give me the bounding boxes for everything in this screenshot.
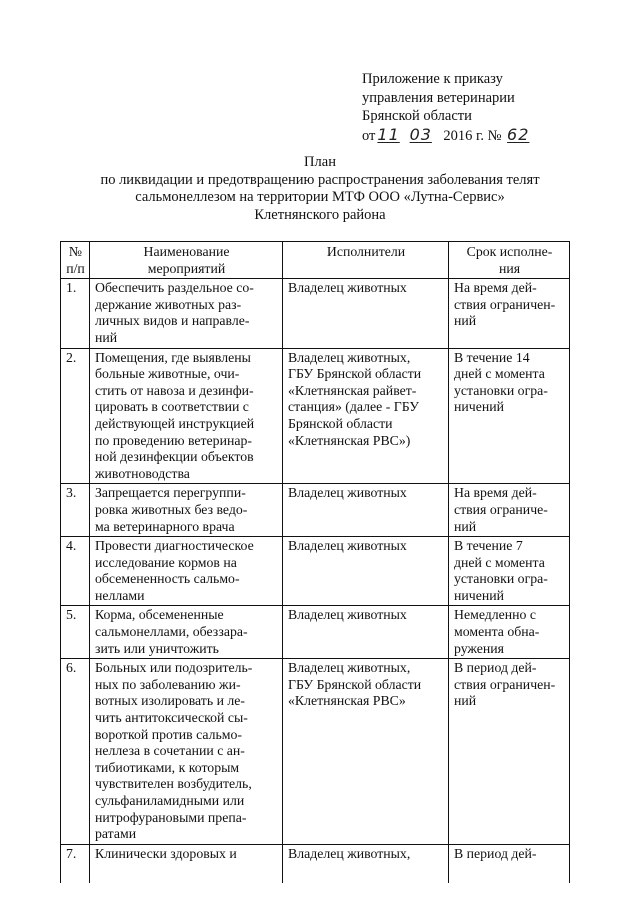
row-activity-line: стить от навоза и дезинфи- xyxy=(95,382,254,398)
row-executor-line: «Клетнянская РВС» xyxy=(288,693,406,709)
row-activity-line: неллеза в сочетании с ан- xyxy=(95,743,245,759)
date-year: 2016 г. № xyxy=(443,127,502,144)
row-activity xyxy=(90,279,283,348)
row-number: 7. xyxy=(61,844,90,883)
header-executors xyxy=(283,242,449,279)
row-activity xyxy=(90,348,283,484)
row-executor xyxy=(283,348,449,484)
row-activity xyxy=(90,844,283,883)
row-deadline-line: момента обна- xyxy=(454,624,540,640)
row-deadline-line: ствия ограничен- xyxy=(454,676,556,692)
header-activity-line-2: мероприятий xyxy=(147,260,226,276)
row-deadline xyxy=(449,659,570,845)
order-date-line xyxy=(362,126,531,146)
table-header-row xyxy=(61,242,570,279)
row-deadline-line: ний xyxy=(454,313,477,329)
appendix-line-2: управления ветеринарии xyxy=(362,89,515,106)
row-activity-line: ровка животных без ведо- xyxy=(95,501,248,517)
row-deadline-line: В течение 7 xyxy=(454,538,523,554)
row-activity-line: действующей инструкцией xyxy=(95,415,255,431)
row-deadline xyxy=(449,348,570,484)
header-deadline xyxy=(449,242,570,279)
header-number-line-1: № xyxy=(68,244,83,259)
title-line-3: сальмонеллезом на территории МТФ ООО «Лутна-Сервис» xyxy=(135,189,505,205)
row-deadline-line: ничений xyxy=(454,399,504,415)
row-activity xyxy=(90,606,283,659)
row-activity-line: Больных или подозритель- xyxy=(95,660,253,676)
row-activity-line: вотных изолировать и ле- xyxy=(95,693,246,709)
row-activity xyxy=(90,484,283,537)
plan-title xyxy=(60,154,580,224)
row-activity-line: больные животные, очи- xyxy=(95,366,240,382)
row-executor-line: ГБУ Брянской области xyxy=(288,676,422,692)
table-row xyxy=(61,537,570,606)
row-deadline-line: установки огра- xyxy=(454,571,548,587)
row-number: 4. xyxy=(61,537,90,606)
header-executors-label: Исполнители xyxy=(326,244,406,259)
row-executor xyxy=(283,484,449,537)
row-deadline xyxy=(449,844,570,883)
row-deadline-line: В период дей- xyxy=(454,845,537,861)
row-deadline-line: дней с момента xyxy=(454,554,545,570)
row-activity-line: ма ветеринарного врача xyxy=(95,518,235,534)
row-activity-line: чувствителен возбудитель, xyxy=(95,776,252,792)
row-executor-line: Владелец животных xyxy=(288,607,407,623)
row-number: 3. xyxy=(61,484,90,537)
title-line-4: Клетнянского района xyxy=(254,206,386,223)
row-activity-line: сальмонеллами, обеззара- xyxy=(95,624,248,640)
table-row xyxy=(61,348,570,484)
date-prefix: от xyxy=(362,127,376,144)
row-deadline xyxy=(449,537,570,606)
row-activity xyxy=(90,537,283,606)
row-executor xyxy=(283,659,449,845)
title-line-1: План xyxy=(304,154,336,170)
table-row xyxy=(61,659,570,845)
row-executor-line: Владелец животных xyxy=(288,538,407,554)
row-activity-line: Обеспечить раздельное со- xyxy=(95,280,254,296)
header-deadline-line-2: ния xyxy=(498,260,521,276)
row-executor-line: Владелец животных, xyxy=(288,660,411,676)
row-activity-line: Клинически здоровых и xyxy=(95,845,237,861)
row-deadline-line: В течение 14 xyxy=(454,349,530,365)
header-activity xyxy=(90,242,283,279)
row-executor xyxy=(283,279,449,348)
row-executor-line: Владелец животных xyxy=(288,485,407,501)
appendix-line-1: Приложение к приказу xyxy=(362,71,503,87)
row-deadline-line: На время дей- xyxy=(454,485,537,501)
row-deadline xyxy=(449,606,570,659)
row-number: 6. xyxy=(61,659,90,845)
row-activity xyxy=(90,659,283,845)
row-executor-line: Владелец животных, xyxy=(288,349,411,365)
table-row xyxy=(61,606,570,659)
row-deadline-line: ствия ограниче- xyxy=(454,501,548,517)
row-deadline-line: дней с момента xyxy=(454,366,545,382)
appendix-header xyxy=(362,70,531,145)
handwritten-day: 11 xyxy=(377,124,400,144)
header-activity-line-1: Наименование xyxy=(143,244,230,259)
row-deadline-line: установки огра- xyxy=(454,382,548,398)
row-deadline-line: Немедленно с xyxy=(454,607,537,623)
row-activity-line: ратами xyxy=(95,826,137,842)
row-executor-line: «Клетнянская райвет- xyxy=(288,382,417,398)
row-deadline xyxy=(449,279,570,348)
row-activity-line: цировать в соответствии с xyxy=(95,399,249,415)
row-activity-line: зить или уничтожить xyxy=(95,640,219,656)
row-deadline-line: На время дей- xyxy=(454,280,537,296)
handwritten-order-number: 62 xyxy=(507,124,530,144)
row-executor-line: Брянской области xyxy=(288,415,393,431)
handwritten-month: 03 xyxy=(409,124,432,144)
appendix-line-3: Брянской области xyxy=(362,108,472,124)
row-activity-line: держание животных раз- xyxy=(95,296,242,312)
row-activity-line: ных по заболеванию жи- xyxy=(95,676,241,692)
row-activity-line: Провести диагностическое xyxy=(95,538,254,554)
row-activity-line: личных видов и направле- xyxy=(95,313,250,329)
table-body xyxy=(61,279,570,883)
row-activity-line: по проведению ветеринар- xyxy=(95,432,252,448)
row-executor-line: «Клетнянская РВС») xyxy=(288,432,411,448)
row-executor xyxy=(283,844,449,883)
row-activity-line: неллами xyxy=(95,587,145,603)
row-activity-line: чить антитоксической сы- xyxy=(95,710,248,726)
row-activity-line: животноводства xyxy=(95,465,190,481)
row-deadline-line: В период дей- xyxy=(454,660,537,676)
row-activity-line: Запрещается перегруппи- xyxy=(95,485,246,501)
table-row xyxy=(61,279,570,348)
row-activity-line: сульфаниламидными или xyxy=(95,793,245,808)
row-deadline-line: ничений xyxy=(454,587,504,603)
row-activity-line: исследование кормов на xyxy=(95,554,237,570)
row-deadline xyxy=(449,484,570,537)
table-row xyxy=(61,484,570,537)
row-activity-line: Корма, обсемененные xyxy=(95,607,224,623)
row-deadline-line: ружения xyxy=(454,640,505,656)
row-deadline-line: ствия ограничен- xyxy=(454,296,556,312)
row-number: 1. xyxy=(61,279,90,348)
row-executor-line: ГБУ Брянской области xyxy=(288,366,422,382)
row-number: 2. xyxy=(61,348,90,484)
row-deadline-line: ний xyxy=(454,693,477,709)
table-row xyxy=(61,844,570,883)
row-activity-line: нитрофурановыми препа- xyxy=(95,809,247,825)
row-executor xyxy=(283,606,449,659)
row-number: 5. xyxy=(61,606,90,659)
row-executor xyxy=(283,537,449,606)
header-deadline-line-1: Срок исполне- xyxy=(466,244,553,259)
row-activity-line: обсемененность сальмо- xyxy=(95,571,240,587)
row-activity-line: вороткой против сальмо- xyxy=(95,726,243,742)
title-line-2: по ликвидации и предотвращению распространения заболевания телят xyxy=(100,171,540,188)
row-activity-line: тибиотиками, к которым xyxy=(95,759,240,775)
plan-table xyxy=(60,241,570,883)
row-activity-line: ний xyxy=(95,329,118,345)
row-deadline-line: ний xyxy=(454,518,477,534)
row-executor-line: станция» (далее - ГБУ xyxy=(288,399,419,415)
row-executor-line: Владелец животных xyxy=(288,280,407,296)
row-activity-line: ной дезинфекции объектов xyxy=(95,449,254,465)
row-executor-line: Владелец животных, xyxy=(288,845,411,861)
header-number xyxy=(61,242,90,279)
header-number-line-2: п/п xyxy=(66,260,85,276)
row-activity-line: Помещения, где выявлены xyxy=(95,349,251,365)
